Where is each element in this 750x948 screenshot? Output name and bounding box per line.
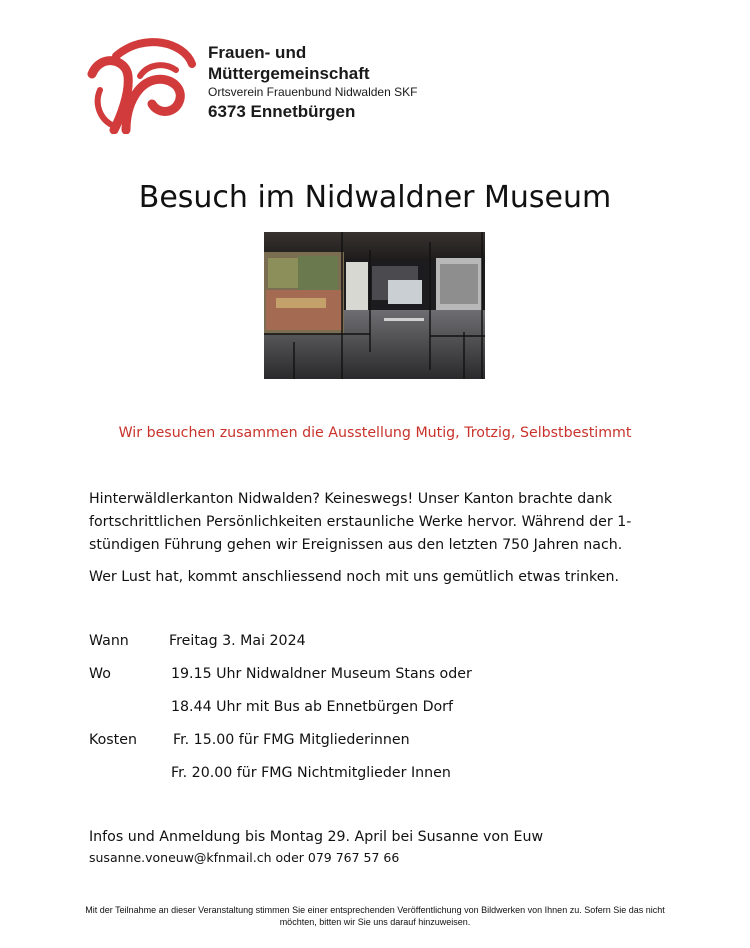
- wo-label: Wo: [89, 666, 111, 682]
- page-title: Besuch im Nidwaldner Museum: [138, 180, 612, 215]
- wo-value-museum: 19.15 Uhr Nidwaldner Museum Stans oder: [171, 666, 472, 682]
- wann-value: Freitag 3. Mai 2024: [169, 633, 306, 649]
- description-paragraph: Hinterwäldlerkanton Nidwalden? Keineswegs! Unser Kanton brachte dank fortschrittlichen Persönlichkeiten erstaunliche Werke hervor. Während der 1-stündigen Führung gehen wir Ereignissen aus den letzten 750 Jahren nach.: [89, 491, 632, 553]
- organization-name: [208, 42, 417, 123]
- registration-info: Infos und Anmeldung bis Montag 29. April bei Susanne von Euw: [89, 829, 544, 845]
- consent-footer: Mit der Teilnahme an dieser Veranstaltung stimmen Sie einer entsprechenden Veröffentlichung von Bildwerken von Ihnen zu. Sofern Sie das nicht möchten, bitten wir Sie uns darauf hinzuweisen.: [85, 905, 665, 927]
- kosten-value-nonmembers: Fr. 20.00 für FMG Nichtmitglieder Innen: [171, 765, 451, 781]
- contact-email-phone: susanne.voneuw@kfnmail.ch oder 079 767 57 66: [89, 850, 400, 865]
- fmg-logo-icon: [86, 34, 196, 134]
- museum-photo: [264, 232, 485, 379]
- wo-value-bus: 18.44 Uhr mit Bus ab Ennetbürgen Dorf: [171, 699, 454, 715]
- drinks-paragraph: Wer Lust hat, kommt anschliessend noch mit uns gemütlich etwas trinken.: [89, 569, 619, 585]
- wann-label: Wann: [89, 633, 129, 649]
- kosten-label: Kosten: [89, 732, 137, 748]
- org-name-line1: Frauen- und: [208, 43, 307, 62]
- organization-logo: [86, 34, 461, 134]
- org-location: 6373 Ennetbürgen: [208, 102, 356, 121]
- exhibition-subtitle: Wir besuchen zusammen die Ausstellung Mutig, Trotzig, Selbstbestimmt: [118, 425, 632, 441]
- org-name-line2: Müttergemeinschaft: [208, 64, 370, 83]
- org-subtitle: Ortsverein Frauenbund Nidwalden SKF: [208, 85, 418, 99]
- kosten-value-members: Fr. 15.00 für FMG Mitgliederinnen: [173, 732, 410, 748]
